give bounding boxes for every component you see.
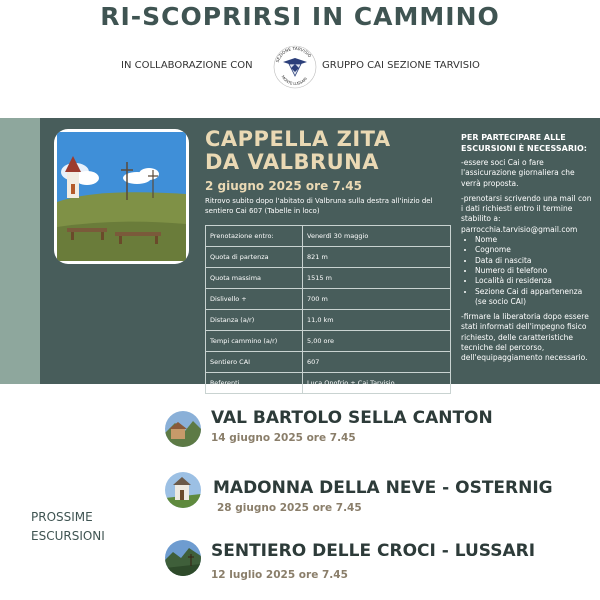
requirements-p2-text: -prenotarsi scrivendo una mail con i dati richiesti entro il termine stabilito a: bbox=[461, 193, 592, 224]
info-row bbox=[206, 268, 451, 289]
info-value: Venerdì 30 maggio bbox=[303, 226, 451, 247]
info-key: Dislivello + bbox=[206, 289, 303, 310]
info-row bbox=[206, 352, 451, 373]
requirements-item: • Sezione Cai di appartenenza (se socio CAI) bbox=[475, 287, 593, 308]
hike-1-photo bbox=[165, 411, 201, 447]
requirements-p1: -essere soci Cai o fare l'assicurazione giornaliera che verrà proposta. bbox=[461, 158, 575, 188]
next-hikes-label bbox=[31, 508, 105, 546]
info-row bbox=[206, 331, 451, 352]
page-title: RI-SCOPRIRSI IN CAMMINO bbox=[100, 2, 500, 31]
hike-1-date: 14 giugno 2025 ore 7.45 bbox=[211, 432, 356, 444]
info-row bbox=[206, 373, 451, 394]
requirements-heading: PER PARTECIPARE ALLE ESCURSIONI È NECESSARIO: bbox=[461, 133, 587, 153]
event-title-line1: CAPPELLA ZITA bbox=[205, 127, 391, 151]
hike-2-photo bbox=[165, 472, 201, 508]
requirements-item: • Cognome bbox=[475, 245, 593, 255]
collaboration-line bbox=[0, 45, 600, 87]
requirements-item: • Nome bbox=[475, 235, 593, 245]
hike-3-name: SENTIERO DELLE CROCI - LUSSARI bbox=[211, 541, 536, 561]
hike-2-date: 28 giugno 2025 ore 7.45 bbox=[217, 502, 362, 514]
event-date: 2 giugno 2025 ore 7.45 bbox=[205, 179, 362, 193]
event-info-table bbox=[205, 225, 451, 394]
info-value: 821 m bbox=[303, 247, 451, 268]
event-title-line2: DA VALBRUNA bbox=[205, 150, 380, 174]
info-value: 11,0 km bbox=[303, 310, 451, 331]
requirements-list bbox=[461, 235, 593, 307]
next-label-line2: ESCURSIONI bbox=[31, 529, 105, 543]
info-row bbox=[206, 247, 451, 268]
hike-3-date: 12 luglio 2025 ore 7.45 bbox=[211, 569, 348, 581]
requirements-block bbox=[461, 133, 593, 369]
info-key: Prenotazione entro: bbox=[206, 226, 303, 247]
info-value: 700 m bbox=[303, 289, 451, 310]
hike-2-name: MADONNA DELLA NEVE - OSTERNIG bbox=[213, 478, 553, 498]
logo-text-bottom: MONTE LUSSARI bbox=[280, 74, 309, 87]
info-row bbox=[206, 226, 451, 247]
event-photo bbox=[54, 129, 189, 264]
info-value: 5,00 ore bbox=[303, 331, 451, 352]
info-row bbox=[206, 310, 451, 331]
info-key: Referenti bbox=[206, 373, 303, 394]
requirements-p3: -firmare la liberatoria dopo essere stati informati dell'impegno fisico richiesto, delle caratteristiche tecniche del percorso, dell'equipaggiamento necessario. bbox=[461, 312, 589, 363]
event-title bbox=[205, 128, 391, 174]
requirements-item: • Data di nascita bbox=[475, 256, 593, 266]
info-value: 607 bbox=[303, 352, 451, 373]
requirements-email: parrocchia.tarvisio@gmail.com bbox=[461, 224, 578, 234]
requirements-p2 bbox=[461, 194, 593, 235]
info-key: Tempi cammino (a/r) bbox=[206, 331, 303, 352]
logo-text-top: SEZIONE TARVISIO bbox=[274, 45, 313, 64]
hike-3-photo bbox=[165, 540, 201, 576]
hike-1-name: VAL BARTOLO SELLA CANTON bbox=[211, 408, 493, 428]
info-row bbox=[206, 289, 451, 310]
collab-right-text: GRUPPO CAI SEZIONE TARVISIO bbox=[322, 60, 480, 71]
cai-logo bbox=[272, 44, 318, 90]
info-key: Sentiero CAI bbox=[206, 352, 303, 373]
info-value: 1515 m bbox=[303, 268, 451, 289]
info-key: Quota di partenza bbox=[206, 247, 303, 268]
panel-accent-strip bbox=[0, 118, 40, 384]
info-key: Quota massima bbox=[206, 268, 303, 289]
next-label-line1: PROSSIME bbox=[31, 510, 93, 524]
requirements-item: • Numero di telefono bbox=[475, 266, 593, 276]
info-value: Luca Onofrio + Cai Tarvisio bbox=[303, 373, 451, 394]
requirements-item: • Località di residenza bbox=[475, 276, 593, 286]
event-description: Ritrovo subito dopo l'abitato di Valbruna sulla destra all'inizio del sentiero Cai 607 (Tabelle in loco) bbox=[205, 197, 433, 215]
info-key: Distanza (a/r) bbox=[206, 310, 303, 331]
collab-left-text: IN COLLABORAZIONE CON bbox=[121, 60, 253, 71]
